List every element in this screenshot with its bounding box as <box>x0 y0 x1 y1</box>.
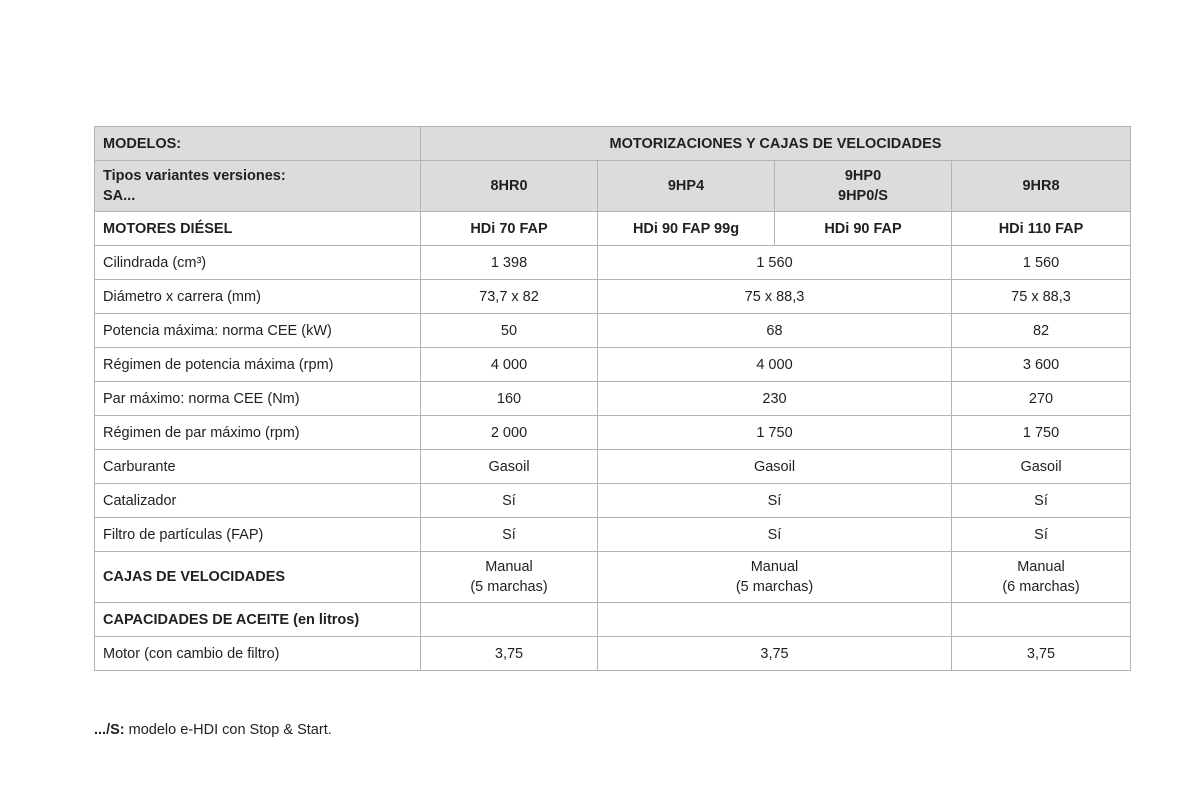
oil-capacity-row <box>95 603 1131 637</box>
table-row <box>95 348 1131 382</box>
gearbox-value-line2: (6 marchas) <box>1002 579 1080 595</box>
row-value: Sí <box>598 484 952 518</box>
row-value: 230 <box>598 382 952 416</box>
table-row <box>95 484 1131 518</box>
table-row <box>95 416 1131 450</box>
oil-capacity-label: CAPACIDADES DE ACEITE (en litros) <box>95 603 421 637</box>
table-row <box>95 314 1131 348</box>
types-label <box>95 161 421 212</box>
row-value: Sí <box>952 518 1131 552</box>
type-8hr0: 8HR0 <box>421 161 598 212</box>
row-value: 73,7 x 82 <box>421 280 598 314</box>
row-value: Gasoil <box>421 450 598 484</box>
row-value: 1 750 <box>952 416 1131 450</box>
types-label-line1: Tipos variantes versiones: <box>103 168 286 184</box>
row-value: 1 560 <box>598 246 952 280</box>
type-9hp0 <box>775 161 952 212</box>
engine-hdi-90: HDi 90 FAP <box>775 212 952 246</box>
row-value: 68 <box>598 314 952 348</box>
gearbox-value-line1: Manual <box>485 559 533 575</box>
footnote <box>94 722 332 738</box>
motor-oil-label: Motor (con cambio de filtro) <box>95 637 421 671</box>
row-label: Carburante <box>95 450 421 484</box>
models-label: MODELOS: <box>95 127 421 161</box>
row-value: 4 000 <box>421 348 598 382</box>
engines-row <box>95 212 1131 246</box>
footnote-prefix: .../S: <box>94 722 125 738</box>
row-value: 75 x 88,3 <box>952 280 1131 314</box>
engine-hdi-110: HDi 110 FAP <box>952 212 1131 246</box>
row-label: Catalizador <box>95 484 421 518</box>
gearbox-value-line2: (5 marchas) <box>735 579 814 595</box>
row-value: 75 x 88,3 <box>598 280 952 314</box>
gearbox-value <box>421 552 598 603</box>
table-row <box>95 246 1131 280</box>
gearbox-value-line1: Manual <box>1017 559 1065 575</box>
type-9hp4: 9HP4 <box>598 161 775 212</box>
specifications-table <box>94 126 1131 671</box>
motor-oil-value: 3,75 <box>421 637 598 671</box>
types-label-line2: SA... <box>103 188 136 204</box>
row-value: 4 000 <box>598 348 952 382</box>
gearbox-label: CAJAS DE VELOCIDADES <box>95 552 421 603</box>
row-value: 50 <box>421 314 598 348</box>
gearbox-value-line1: Manual <box>750 559 799 575</box>
gearbox-value-line2: (5 marchas) <box>470 579 548 595</box>
row-label: Par máximo: norma CEE (Nm) <box>95 382 421 416</box>
row-value: Gasoil <box>952 450 1131 484</box>
motor-oil-row <box>95 637 1131 671</box>
type-9hr8: 9HR8 <box>952 161 1131 212</box>
row-label: Filtro de partículas (FAP) <box>95 518 421 552</box>
row-label: Potencia máxima: norma CEE (kW) <box>95 314 421 348</box>
header-row-types <box>95 161 1131 212</box>
table-row <box>95 382 1131 416</box>
row-value: Sí <box>421 484 598 518</box>
empty-cell <box>598 603 952 637</box>
table-row <box>95 450 1131 484</box>
row-value: Sí <box>421 518 598 552</box>
motor-oil-value: 3,75 <box>598 637 952 671</box>
type-9hp0-line2: 9HP0/S <box>838 188 888 204</box>
row-value: Sí <box>952 484 1131 518</box>
row-value: Sí <box>598 518 952 552</box>
empty-cell <box>952 603 1131 637</box>
row-label: Cilindrada (cm³) <box>95 246 421 280</box>
row-label: Régimen de potencia máxima (rpm) <box>95 348 421 382</box>
row-value: 1 398 <box>421 246 598 280</box>
row-value: 2 000 <box>421 416 598 450</box>
type-9hp0-line1: 9HP0 <box>844 168 882 184</box>
row-value: 1 750 <box>598 416 952 450</box>
motor-oil-value: 3,75 <box>952 637 1131 671</box>
empty-cell <box>421 603 598 637</box>
row-value: 270 <box>952 382 1131 416</box>
row-value: 160 <box>421 382 598 416</box>
table-row <box>95 280 1131 314</box>
engines-label: MOTORES DIÉSEL <box>95 212 421 246</box>
engine-hdi-90-99g: HDi 90 FAP 99g <box>598 212 775 246</box>
row-label: Diámetro x carrera (mm) <box>95 280 421 314</box>
table-row <box>95 518 1131 552</box>
row-label: Régimen de par máximo (rpm) <box>95 416 421 450</box>
gearbox-value <box>598 552 952 603</box>
engine-hdi-70: HDi 70 FAP <box>421 212 598 246</box>
gearbox-value <box>952 552 1131 603</box>
gearbox-row <box>95 552 1131 603</box>
row-value: Gasoil <box>598 450 952 484</box>
row-value: 82 <box>952 314 1131 348</box>
row-value: 3 600 <box>952 348 1131 382</box>
engines-gearboxes-title: MOTORIZACIONES Y CAJAS DE VELOCIDADES <box>421 127 1131 161</box>
footnote-text: modelo e-HDI con Stop & Start. <box>124 722 332 738</box>
row-value: 1 560 <box>952 246 1131 280</box>
header-row-models <box>95 127 1131 161</box>
